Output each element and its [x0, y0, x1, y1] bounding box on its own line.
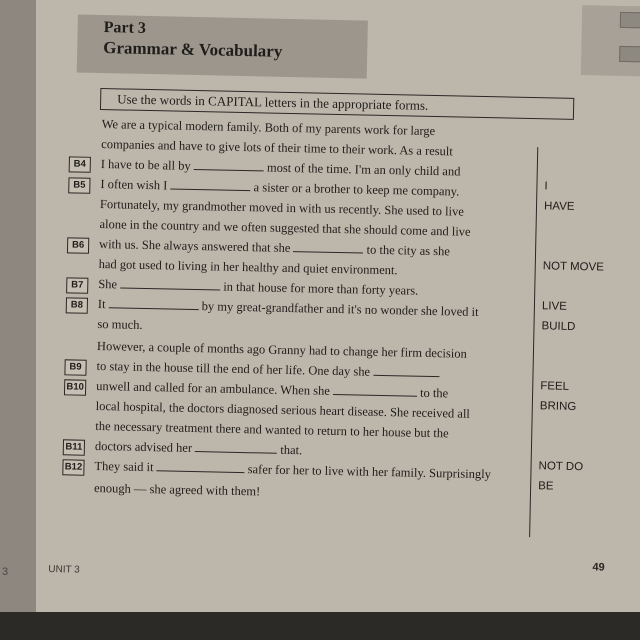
keyword-capital: BE [538, 480, 554, 493]
question-badge: B9 [64, 359, 86, 375]
question-badge: B8 [66, 297, 88, 313]
keyword-capital: HAVE [543, 200, 575, 213]
question-badge: B10 [64, 379, 86, 395]
keyword-capital: BRING [539, 400, 577, 414]
desk-surface [0, 612, 640, 640]
corner-tabs [581, 5, 640, 76]
facing-page-number: 3 [2, 566, 9, 578]
text-line: the necessary treatment there and wanted to return to her house but the [95, 418, 449, 441]
answer-blank[interactable] [293, 241, 363, 253]
answer-blank[interactable] [194, 159, 264, 171]
text-line: had got used to living in her healthy and quiet environment. [98, 257, 398, 278]
question-badge: B12 [62, 459, 84, 475]
text-line: unwell and called for an ambulance. When she to the [96, 378, 449, 401]
textbook-page [34, 0, 640, 612]
tab-marker [619, 46, 640, 62]
text-line: I have to be all by most of the time. I'm an only child and [100, 157, 461, 179]
answer-blank[interactable] [195, 441, 277, 454]
text-line: with us. She always answered that she to the city as she [98, 237, 451, 259]
keyword-capital: BUILD [541, 320, 576, 333]
text-line: It by my great-grandfather and it's no wonder she loved it [97, 296, 479, 319]
page-content [34, 0, 640, 612]
column-divider [529, 147, 538, 537]
answer-blank[interactable] [170, 178, 250, 191]
instruction-box: Use the words in CAPITAL letters in the appropriate forms. [100, 88, 574, 120]
text-line: enough — she agreed with them! [93, 480, 261, 499]
answer-blank[interactable] [120, 277, 220, 290]
text-line: However, a couple of months ago Granny had to change her firm decision [96, 338, 467, 361]
answer-blank[interactable] [109, 297, 199, 310]
keyword-capital: FEEL [540, 380, 570, 393]
question-badge: B7 [66, 277, 88, 293]
answer-blank[interactable] [373, 365, 439, 377]
text-line: Fortunately, my grandmother moved in with us recently. She used to live [99, 197, 464, 219]
question-badge: B11 [63, 439, 85, 455]
text-line: local hospital, the doctors diagnosed serious heart disease. She received all [95, 398, 471, 421]
tab-marker [620, 12, 640, 28]
keyword-capital: LIVE [541, 300, 567, 313]
keyword-capital: I [544, 180, 548, 193]
question-badge: B4 [69, 156, 91, 172]
text-line: I often wish I a sister or a brother to keep me company. [100, 177, 460, 199]
answer-blank[interactable] [333, 384, 417, 397]
text-line: companies and have to give lots of their time to their work. As a result [101, 137, 453, 159]
text-line: so much. [97, 316, 143, 332]
text-line: to stay in the house till the end of her life. One day she [96, 359, 439, 381]
section-title: Grammar & Vocabulary [103, 38, 283, 61]
text-line: She in that house for more than forty years. [98, 276, 419, 298]
facing-page-edge [0, 0, 36, 612]
footer-unit-label: UNIT 3 [48, 564, 80, 576]
text-line: We are a typical modern family. Both of my parents work for large [101, 117, 436, 139]
answer-blank[interactable] [157, 460, 245, 473]
keyword-capital: NOT DO [538, 460, 584, 474]
keyword-capital: NOT MOVE [542, 260, 605, 274]
question-badge: B5 [68, 177, 90, 193]
text-line: They said it safer for her to live with her family. Surprisingly [94, 458, 492, 482]
text-line: alone in the country and we often suggested that she should come and live [99, 217, 471, 239]
part-label: Part 3 [103, 19, 147, 37]
page-number: 49 [592, 561, 605, 574]
text-line: doctors advised her that. [94, 438, 303, 458]
question-badge: B6 [67, 237, 89, 253]
